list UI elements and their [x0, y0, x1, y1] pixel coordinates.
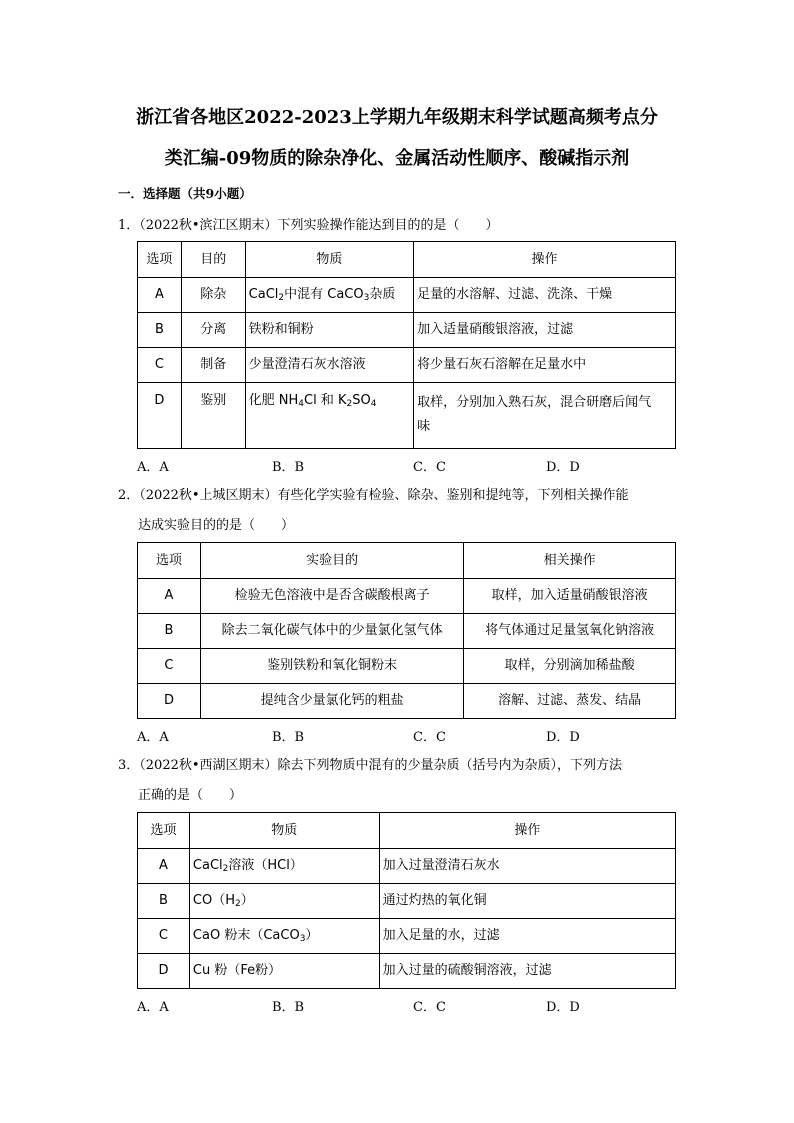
- question-3-stem-line-2: 正确的是（ ）: [138, 788, 243, 803]
- choice-b[interactable]: B．B: [272, 1000, 305, 1015]
- purpose-cell: 制备: [181, 348, 245, 383]
- option-cell: D: [138, 684, 201, 719]
- table-header-row: [138, 813, 676, 849]
- choice-a[interactable]: A．A: [137, 460, 169, 475]
- option-cell: B: [138, 313, 182, 348]
- header-cell: 实验目的: [200, 543, 463, 579]
- header-cell: 相关操作: [464, 543, 676, 579]
- purpose-cell: 提纯含少量氯化钙的粗盐: [200, 684, 463, 719]
- option-cell: D: [138, 954, 190, 989]
- option-cell: B: [138, 884, 190, 919]
- table-row: [138, 849, 676, 884]
- operation-cell: 取样，分别加入熟石灰，混合研磨后闻气 味: [414, 383, 676, 449]
- table-row: [138, 954, 676, 989]
- header-cell: 选项: [138, 242, 182, 278]
- question-1-stem: 1．（2022秋•滨江区期末）下列实验操作能达到目的的是（ ）: [118, 218, 499, 233]
- question-2-stem-line-2: 达成实验目的的是（ ）: [138, 518, 295, 533]
- option-cell: B: [138, 614, 201, 649]
- substance-cell: 化肥 $NH_4Cl$ 和 $K_2SO_4$: [245, 383, 413, 449]
- header-cell: 物质: [245, 242, 413, 278]
- operation-cell: 加入足量的水，过滤: [379, 919, 675, 954]
- table-row: [138, 919, 676, 954]
- question-3-stem-line-1: 3．（2022秋•西湖区期末）除去下列物质中混有的少量杂质（括号内为杂质），下列方法: [118, 758, 623, 773]
- purpose-cell: 检验无色溶液中是否含碳酸根离子: [200, 579, 463, 614]
- purpose-cell: 除去二氧化碳气体中的少量氯化氢气体: [200, 614, 463, 649]
- option-cell: A: [138, 579, 201, 614]
- substance-cell: CaCl$_2$溶液（HCl）: [189, 849, 379, 884]
- choice-a[interactable]: A．A: [137, 730, 169, 745]
- table-row: [138, 313, 676, 348]
- substance-cell: Cu 粉（Fe粉）: [189, 954, 379, 989]
- purpose-cell: 鉴别铁粉和氧化铜粉末: [200, 649, 463, 684]
- header-cell: 物质: [189, 813, 379, 849]
- header-cell: 选项: [138, 543, 201, 579]
- choice-b[interactable]: B．B: [272, 460, 305, 475]
- choice-c[interactable]: C．C: [413, 460, 446, 475]
- operation-cell: 加入过量澄清石灰水: [379, 849, 675, 884]
- option-cell: C: [138, 919, 190, 954]
- page-title-line-1: 浙江省各地区2022-2023上学期九年级期末科学试题高频考点分: [136, 107, 658, 128]
- table-row: [138, 278, 676, 313]
- table-row: [138, 614, 676, 649]
- table-row: [138, 649, 676, 684]
- option-cell: A: [138, 849, 190, 884]
- option-cell: A: [138, 278, 182, 313]
- option-cell: D: [138, 383, 182, 449]
- substance-cell: CaO 粉末（CaCO$_3$）: [189, 919, 379, 954]
- section-heading: 一．选择题（共9小题）: [118, 186, 252, 201]
- purpose-cell: 鉴别: [181, 383, 245, 449]
- substance-cell: $CO(H_2)$: [189, 884, 379, 919]
- purpose-cell: 分离: [181, 313, 245, 348]
- table-row: [138, 348, 676, 383]
- choice-d[interactable]: D．D: [546, 1000, 580, 1015]
- header-cell: 操作: [379, 813, 675, 849]
- operation-cell: 加入过量的硫酸铜溶液，过滤: [379, 954, 675, 989]
- operation-cell: 足量的水溶解、过滤、洗涤、干燥: [414, 278, 676, 313]
- table-row: [138, 684, 676, 719]
- choice-d[interactable]: D．D: [546, 730, 580, 745]
- table-header-row: [138, 543, 676, 579]
- question-2-stem-line-1: 2．（2022秋•上城区期末）有些化学实验有检验、除杂、鉴别和提纯等，下列相关操作能: [118, 488, 629, 503]
- option-cell: C: [138, 348, 182, 383]
- option-cell: C: [138, 649, 201, 684]
- operation-cell: 取样，分别滴加稀盐酸: [464, 649, 676, 684]
- substance-cell: CaCl$_2$中混有 CaCO$_3$杂质: [245, 278, 413, 313]
- operation-cell: 溶解、过滤、蒸发、结晶: [464, 684, 676, 719]
- operation-cell: 通过灼热的氧化铜: [379, 884, 675, 919]
- substance-cell: 少量澄清石灰水溶液: [245, 348, 413, 383]
- header-cell: 操作: [414, 242, 676, 278]
- table-row: [138, 884, 676, 919]
- page-title-line-2: 类汇编-09物质的除杂净化、金属活动性顺序、酸碱指示剂: [164, 148, 630, 169]
- choice-a[interactable]: A．A: [137, 1000, 169, 1015]
- choice-c[interactable]: C．C: [413, 1000, 446, 1015]
- table-row: [138, 579, 676, 614]
- operation-cell: 加入适量硝酸银溶液，过滤: [414, 313, 676, 348]
- question-3-table: [137, 812, 676, 989]
- header-cell: 选项: [138, 813, 190, 849]
- choice-c[interactable]: C．C: [413, 730, 446, 745]
- operation-cell: 将气体通过足量氢氧化钠溶液: [464, 614, 676, 649]
- operation-cell: 将少量石灰石溶解在足量水中: [414, 348, 676, 383]
- substance-cell: 铁粉和铜粉: [245, 313, 413, 348]
- operation-cell: 取样，加入适量硝酸银溶液: [464, 579, 676, 614]
- table-row: [138, 383, 676, 449]
- choice-d[interactable]: D．D: [546, 460, 580, 475]
- table-header-row: [138, 242, 676, 278]
- question-1-table: [137, 241, 676, 449]
- purpose-cell: 除杂: [181, 278, 245, 313]
- question-2-table: [137, 542, 676, 719]
- choice-b[interactable]: B．B: [272, 730, 305, 745]
- header-cell: 目的: [181, 242, 245, 278]
